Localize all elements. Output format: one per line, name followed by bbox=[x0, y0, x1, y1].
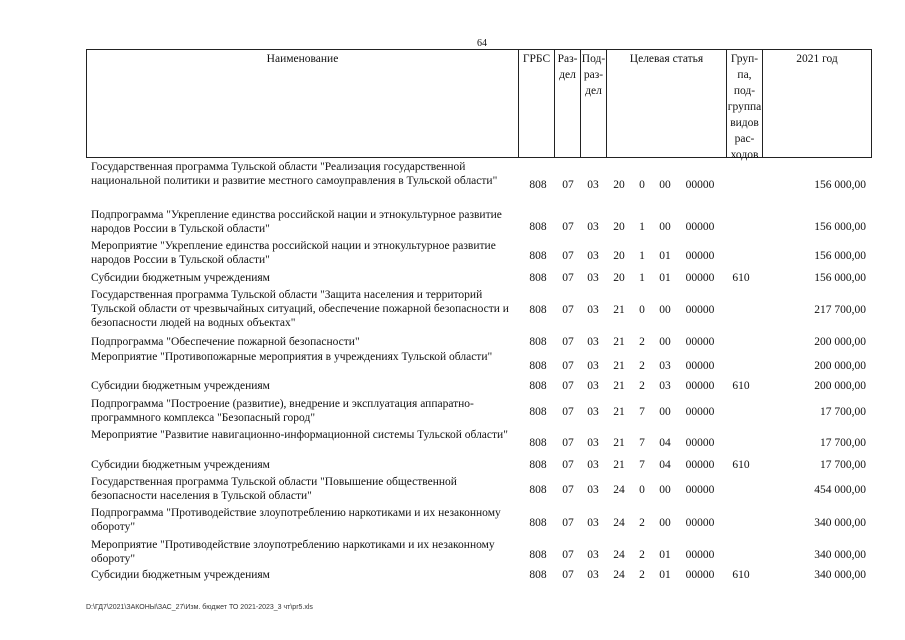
row-amount: 156 000,00 bbox=[814, 250, 866, 262]
table-row bbox=[86, 271, 872, 286]
row-podrazdel: 03 bbox=[587, 517, 599, 529]
row-name: Мероприятие "Развитие навигационно-информационной системы Тульской области" bbox=[91, 429, 508, 441]
row-target-program: 20 bbox=[613, 272, 625, 284]
row-podrazdel: 03 bbox=[587, 459, 599, 471]
header-vr bbox=[727, 50, 763, 161]
row-podrazdel: 03 bbox=[587, 179, 599, 191]
row-target-program: 20 bbox=[613, 221, 625, 233]
row-name: Субсидии бюджетным учреждениям bbox=[91, 569, 270, 581]
row-amount: 454 000,00 bbox=[814, 484, 866, 496]
row-razdel: 07 bbox=[562, 549, 574, 561]
row-grbs: 808 bbox=[529, 360, 547, 372]
row-target-subprogram: 0 bbox=[639, 304, 645, 316]
table-row bbox=[86, 335, 872, 350]
header-vr-line: ходов bbox=[730, 149, 759, 161]
row-target-direction: 00000 bbox=[685, 360, 715, 372]
row-podrazdel: 03 bbox=[587, 250, 599, 262]
row-name: Государственная программа Тульской области "Реализация государственной национальной политики и развитие местного самоуправления в Тульской области" bbox=[91, 161, 498, 187]
row-razdel: 07 bbox=[562, 336, 574, 348]
row-target-program: 24 bbox=[613, 549, 625, 561]
row-razdel: 07 bbox=[562, 484, 574, 496]
row-target-event: 00 bbox=[659, 484, 671, 496]
header-razdel-line: Раз- bbox=[557, 53, 578, 65]
row-target-subprogram: 2 bbox=[639, 517, 645, 529]
row-podrazdel: 03 bbox=[587, 304, 599, 316]
row-razdel: 07 bbox=[562, 437, 574, 449]
row-target-subprogram: 2 bbox=[639, 549, 645, 561]
row-target-event: 01 bbox=[659, 250, 671, 262]
table-row bbox=[86, 350, 872, 380]
row-target-subprogram: 1 bbox=[639, 272, 645, 284]
row-amount: 200 000,00 bbox=[814, 360, 866, 372]
row-razdel: 07 bbox=[562, 272, 574, 284]
row-target-subprogram: 2 bbox=[639, 380, 645, 392]
row-expense-type: 610 bbox=[732, 272, 750, 284]
row-name: Подпрограмма "Построение (развитие), внедрение и эксплуатация аппаратно-программного комплекса "Безопасный город" bbox=[91, 398, 474, 424]
header-podrazdel-line: раз- bbox=[583, 69, 604, 81]
row-podrazdel: 03 bbox=[587, 380, 599, 392]
row-target-program: 21 bbox=[613, 360, 625, 372]
header-grbs: ГРБС bbox=[519, 50, 555, 157]
row-amount: 17 700,00 bbox=[820, 459, 866, 471]
row-target-subprogram: 1 bbox=[639, 221, 645, 233]
row-grbs: 808 bbox=[529, 380, 547, 392]
row-grbs: 808 bbox=[529, 406, 547, 418]
row-target-subprogram: 7 bbox=[639, 459, 645, 471]
header-podrazdel-line: Под- bbox=[581, 53, 606, 65]
table-row bbox=[86, 568, 872, 583]
table-row bbox=[86, 538, 872, 568]
table-row bbox=[86, 475, 872, 505]
row-name: Подпрограмма "Противодействие злоупотреблению наркотиками и их незаконному обороту" bbox=[91, 507, 501, 533]
row-target-direction: 00000 bbox=[685, 336, 715, 348]
row-target-event: 00 bbox=[659, 336, 671, 348]
row-name: Подпрограмма "Обеспечение пожарной безопасности" bbox=[91, 336, 360, 348]
row-grbs: 808 bbox=[529, 484, 547, 496]
row-name: Мероприятие "Укрепление единства российской нации и этнокультурное развитие народов России в Тульской области" bbox=[91, 240, 496, 266]
row-podrazdel: 03 bbox=[587, 484, 599, 496]
row-target-direction: 00000 bbox=[685, 484, 715, 496]
row-amount: 17 700,00 bbox=[820, 406, 866, 418]
row-target-subprogram: 2 bbox=[639, 569, 645, 581]
row-grbs: 808 bbox=[529, 517, 547, 529]
row-target-direction: 00000 bbox=[685, 406, 715, 418]
table-row bbox=[86, 506, 872, 536]
row-target-subprogram: 7 bbox=[639, 437, 645, 449]
row-podrazdel: 03 bbox=[587, 406, 599, 418]
row-podrazdel: 03 bbox=[587, 569, 599, 581]
row-razdel: 07 bbox=[562, 360, 574, 372]
header-vr-line: рас- bbox=[734, 133, 755, 145]
table-header bbox=[86, 49, 872, 161]
row-target-direction: 00000 bbox=[685, 569, 715, 581]
row-grbs: 808 bbox=[529, 459, 547, 471]
row-podrazdel: 03 bbox=[587, 336, 599, 348]
table-row bbox=[86, 288, 872, 332]
row-target-subprogram: 1 bbox=[639, 250, 645, 262]
row-target-program: 20 bbox=[613, 179, 625, 191]
row-target-event: 04 bbox=[659, 437, 671, 449]
row-grbs: 808 bbox=[529, 250, 547, 262]
row-amount: 200 000,00 bbox=[814, 336, 866, 348]
table-row bbox=[86, 428, 872, 458]
header-vr-line: видов bbox=[730, 117, 759, 129]
row-razdel: 07 bbox=[562, 569, 574, 581]
header-razdel-line: дел bbox=[559, 69, 576, 81]
row-target-direction: 00000 bbox=[685, 517, 715, 529]
row-target-program: 21 bbox=[613, 437, 625, 449]
header-podrazdel bbox=[581, 50, 607, 157]
row-target-event: 00 bbox=[659, 221, 671, 233]
row-target-direction: 00000 bbox=[685, 304, 715, 316]
row-name: Субсидии бюджетным учреждениям bbox=[91, 272, 270, 284]
table-row bbox=[86, 239, 872, 269]
row-amount: 17 700,00 bbox=[820, 437, 866, 449]
row-amount: 156 000,00 bbox=[814, 221, 866, 233]
row-target-subprogram: 7 bbox=[639, 406, 645, 418]
header-razdel bbox=[555, 50, 581, 157]
row-razdel: 07 bbox=[562, 179, 574, 191]
row-target-event: 01 bbox=[659, 549, 671, 561]
row-target-event: 01 bbox=[659, 272, 671, 284]
header-podrazdel-line: дел bbox=[585, 85, 602, 97]
row-razdel: 07 bbox=[562, 250, 574, 262]
row-name: Мероприятие "Противодействие злоупотреблению наркотиками и их незаконному обороту" bbox=[91, 539, 495, 565]
header-year: 2021 год bbox=[796, 53, 838, 65]
row-target-direction: 00000 bbox=[685, 179, 715, 191]
row-name: Субсидии бюджетным учреждениям bbox=[91, 380, 270, 392]
row-target-direction: 00000 bbox=[685, 549, 715, 561]
header-vr-line: па, bbox=[737, 69, 752, 81]
table-row bbox=[86, 160, 872, 206]
row-grbs: 808 bbox=[529, 549, 547, 561]
row-target-direction: 00000 bbox=[685, 437, 715, 449]
row-target-event: 03 bbox=[659, 360, 671, 372]
row-target-event: 00 bbox=[659, 406, 671, 418]
row-amount: 156 000,00 bbox=[814, 272, 866, 284]
row-podrazdel: 03 bbox=[587, 360, 599, 372]
row-expense-type: 610 bbox=[732, 380, 750, 392]
row-razdel: 07 bbox=[562, 459, 574, 471]
row-name: Подпрограмма "Укрепление единства российской нации и этнокультурное развитие народов России в Тульской области" bbox=[91, 209, 502, 235]
row-target-subprogram: 0 bbox=[639, 484, 645, 496]
table-row bbox=[86, 458, 872, 473]
row-expense-type: 610 bbox=[732, 569, 750, 581]
header-target: Целевая статья bbox=[607, 50, 727, 157]
row-target-program: 21 bbox=[613, 304, 625, 316]
row-grbs: 808 bbox=[529, 304, 547, 316]
row-podrazdel: 03 bbox=[587, 221, 599, 233]
row-name: Государственная программа Тульской области "Повышение общественной безопасности населения в Тульской области" bbox=[91, 476, 457, 502]
row-razdel: 07 bbox=[562, 406, 574, 418]
row-razdel: 07 bbox=[562, 380, 574, 392]
row-target-event: 00 bbox=[659, 179, 671, 191]
row-target-event: 00 bbox=[659, 304, 671, 316]
header-name: Наименование bbox=[87, 50, 519, 157]
row-target-program: 24 bbox=[613, 569, 625, 581]
row-grbs: 808 bbox=[529, 179, 547, 191]
row-target-program: 24 bbox=[613, 484, 625, 496]
row-target-program: 21 bbox=[613, 336, 625, 348]
row-target-program: 21 bbox=[613, 406, 625, 418]
row-target-direction: 00000 bbox=[685, 272, 715, 284]
header-vr-line: под- bbox=[733, 85, 756, 97]
row-grbs: 808 bbox=[529, 569, 547, 581]
row-amount: 156 000,00 bbox=[814, 179, 866, 191]
row-target-direction: 00000 bbox=[685, 250, 715, 262]
row-amount: 340 000,00 bbox=[814, 517, 866, 529]
row-target-direction: 00000 bbox=[685, 380, 715, 392]
row-target-subprogram: 0 bbox=[639, 179, 645, 191]
row-target-subprogram: 2 bbox=[639, 336, 645, 348]
row-razdel: 07 bbox=[562, 517, 574, 529]
row-grbs: 808 bbox=[529, 336, 547, 348]
row-target-program: 21 bbox=[613, 380, 625, 392]
row-amount: 340 000,00 bbox=[814, 569, 866, 581]
page-number: 64 bbox=[477, 38, 487, 49]
row-target-event: 00 bbox=[659, 517, 671, 529]
row-target-program: 20 bbox=[613, 250, 625, 262]
row-razdel: 07 bbox=[562, 221, 574, 233]
row-podrazdel: 03 bbox=[587, 272, 599, 284]
row-target-direction: 00000 bbox=[685, 459, 715, 471]
row-grbs: 808 bbox=[529, 221, 547, 233]
row-target-direction: 00000 bbox=[685, 221, 715, 233]
row-target-program: 24 bbox=[613, 517, 625, 529]
row-amount: 340 000,00 bbox=[814, 549, 866, 561]
header-vr-line: Груп- bbox=[730, 53, 759, 65]
row-grbs: 808 bbox=[529, 272, 547, 284]
header-vr-line: группа bbox=[727, 101, 762, 113]
table-row bbox=[86, 379, 872, 394]
row-amount: 200 000,00 bbox=[814, 380, 866, 392]
row-target-event: 03 bbox=[659, 380, 671, 392]
row-name: Государственная программа Тульской области "Защита населения и территорий Тульской области от чрезвычайных ситуаций, обеспечение пожарной безопасности и безопасности людей на водных объектах" bbox=[91, 289, 509, 329]
row-podrazdel: 03 bbox=[587, 549, 599, 561]
row-target-program: 21 bbox=[613, 459, 625, 471]
file-path-footer: D:\ГД7\2021\ЗАКОНЫ\ЗАС_27\Изм. бюджет ТО 2021-2023_3 чт\pr5.xls bbox=[86, 604, 313, 611]
row-target-event: 01 bbox=[659, 569, 671, 581]
row-expense-type: 610 bbox=[732, 459, 750, 471]
row-grbs: 808 bbox=[529, 437, 547, 449]
row-podrazdel: 03 bbox=[587, 437, 599, 449]
row-target-subprogram: 2 bbox=[639, 360, 645, 372]
row-target-event: 04 bbox=[659, 459, 671, 471]
row-name: Мероприятие "Противопожарные мероприятия в учреждениях Тульской области" bbox=[91, 351, 493, 363]
row-name: Субсидии бюджетным учреждениям bbox=[91, 459, 270, 471]
table-row bbox=[86, 208, 872, 238]
row-amount: 217 700,00 bbox=[814, 304, 866, 316]
table-row bbox=[86, 397, 872, 427]
row-razdel: 07 bbox=[562, 304, 574, 316]
